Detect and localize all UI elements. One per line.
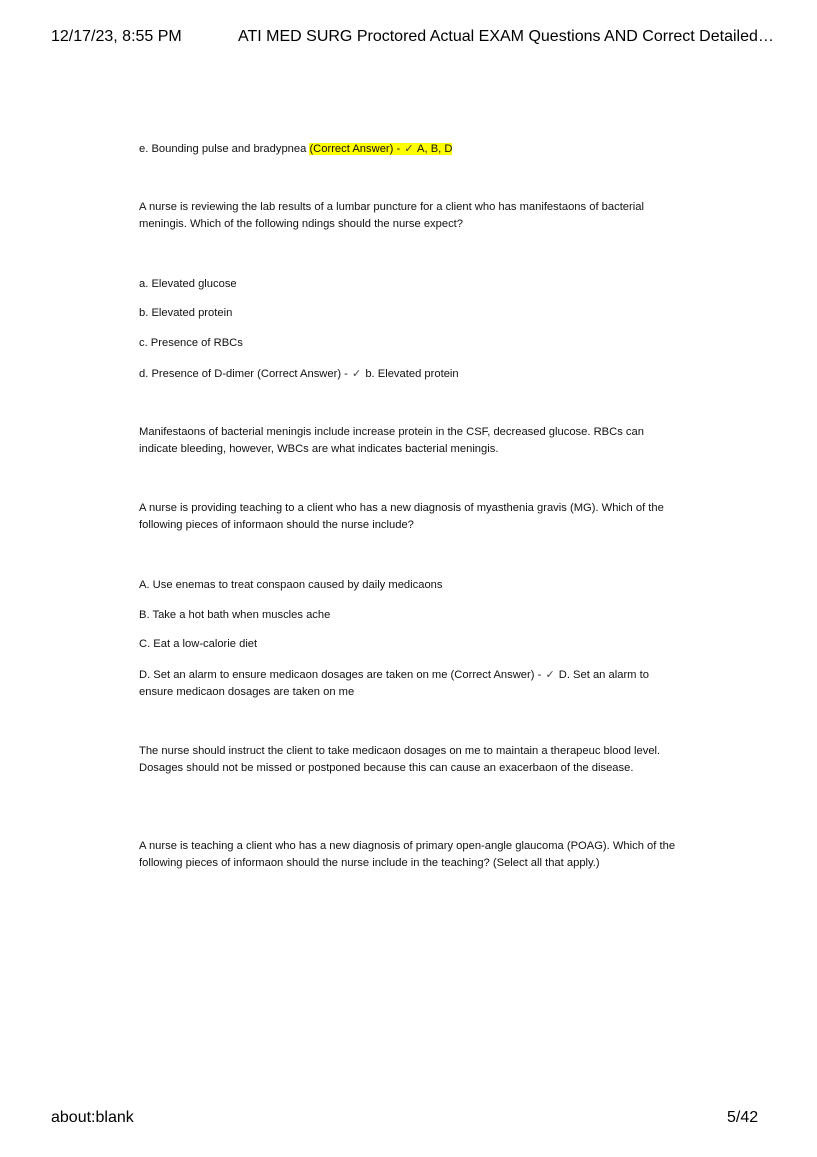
q3-answer-value: D. Set an alarm to ensure medicaon dosages are taken on me (139, 669, 649, 698)
check-icon: ✓ (404, 142, 414, 155)
q2-rationale: Manifestaons of bacterial meningis include increase protein in the CSF, decreased glucose. RBCs can indicate bleeding, however, WBCs are what indicates bacterial meningis. (139, 426, 644, 455)
q2-option-d (139, 365, 459, 383)
q2-question: A nurse is reviewing the lab results of a lumbar puncture for a client who has manifestaons of bacterial meningis. Which of the following ndings should the nurse expect? (139, 201, 644, 230)
q1-correct-answer-highlight (313, 143, 452, 155)
q1-answer-label: Correct Answer) - (313, 143, 404, 155)
q3-option-d-text: D. Set an alarm to ensure medicaon dosages are taken on me (Correct Answer) - (139, 669, 545, 681)
q2-answer-value: b. Elevated protein (362, 368, 459, 380)
q3-option-b: B. Take a hot bath when muscles ache (139, 609, 331, 621)
q1-option-e (139, 140, 452, 158)
q3-rationale: The nurse should instruct the client to take medicaon dosages on me to maintain a therapeuc blood level. Dosages should not be missed or postponed because this can cause an exacerbaon of the disease. (139, 745, 661, 774)
q3-option-a: A. Use enemas to treat conspaon caused by daily medicaons (139, 579, 443, 591)
q2-option-a: a. Elevated glucose (139, 278, 237, 290)
q1-answer-prefix: ( (309, 143, 314, 155)
q2-option-b: b. Elevated protein (139, 307, 233, 319)
q1-option-e-text: e. Bounding pulse and bradypnea (139, 143, 310, 155)
q3-option-d (139, 666, 679, 701)
check-icon: ✓ (545, 668, 555, 681)
q4-question: A nurse is teaching a client who has a new diagnosis of primary open-angle glaucoma (POAG). Which of the following pieces of informaon should the nurse include in the teaching? (Select all that apply.) (139, 840, 676, 869)
q3-question: A nurse is providing teaching to a client who has a new diagnosis of myasthenia gravis (MG). Which of the following pieces of informaon should the nurse include? (139, 502, 664, 531)
footer-url: about:blank (51, 1109, 134, 1126)
q1-answer-value: A, B, D (414, 143, 453, 155)
q2-option-c: c. Presence of RBCs (139, 337, 243, 349)
q2-option-d-text: d. Presence of D-dimer (Correct Answer) - (139, 368, 351, 380)
check-icon: ✓ (352, 367, 362, 380)
page-number: 5/42 (727, 1109, 759, 1126)
document-title: ATI MED SURG Proctored Actual EXAM Questions AND Correct Detailed … (238, 28, 778, 45)
print-datetime: 12/17/23, 8:55 PM (51, 28, 182, 45)
q3-option-c: C. Eat a low-calorie diet (139, 638, 258, 650)
